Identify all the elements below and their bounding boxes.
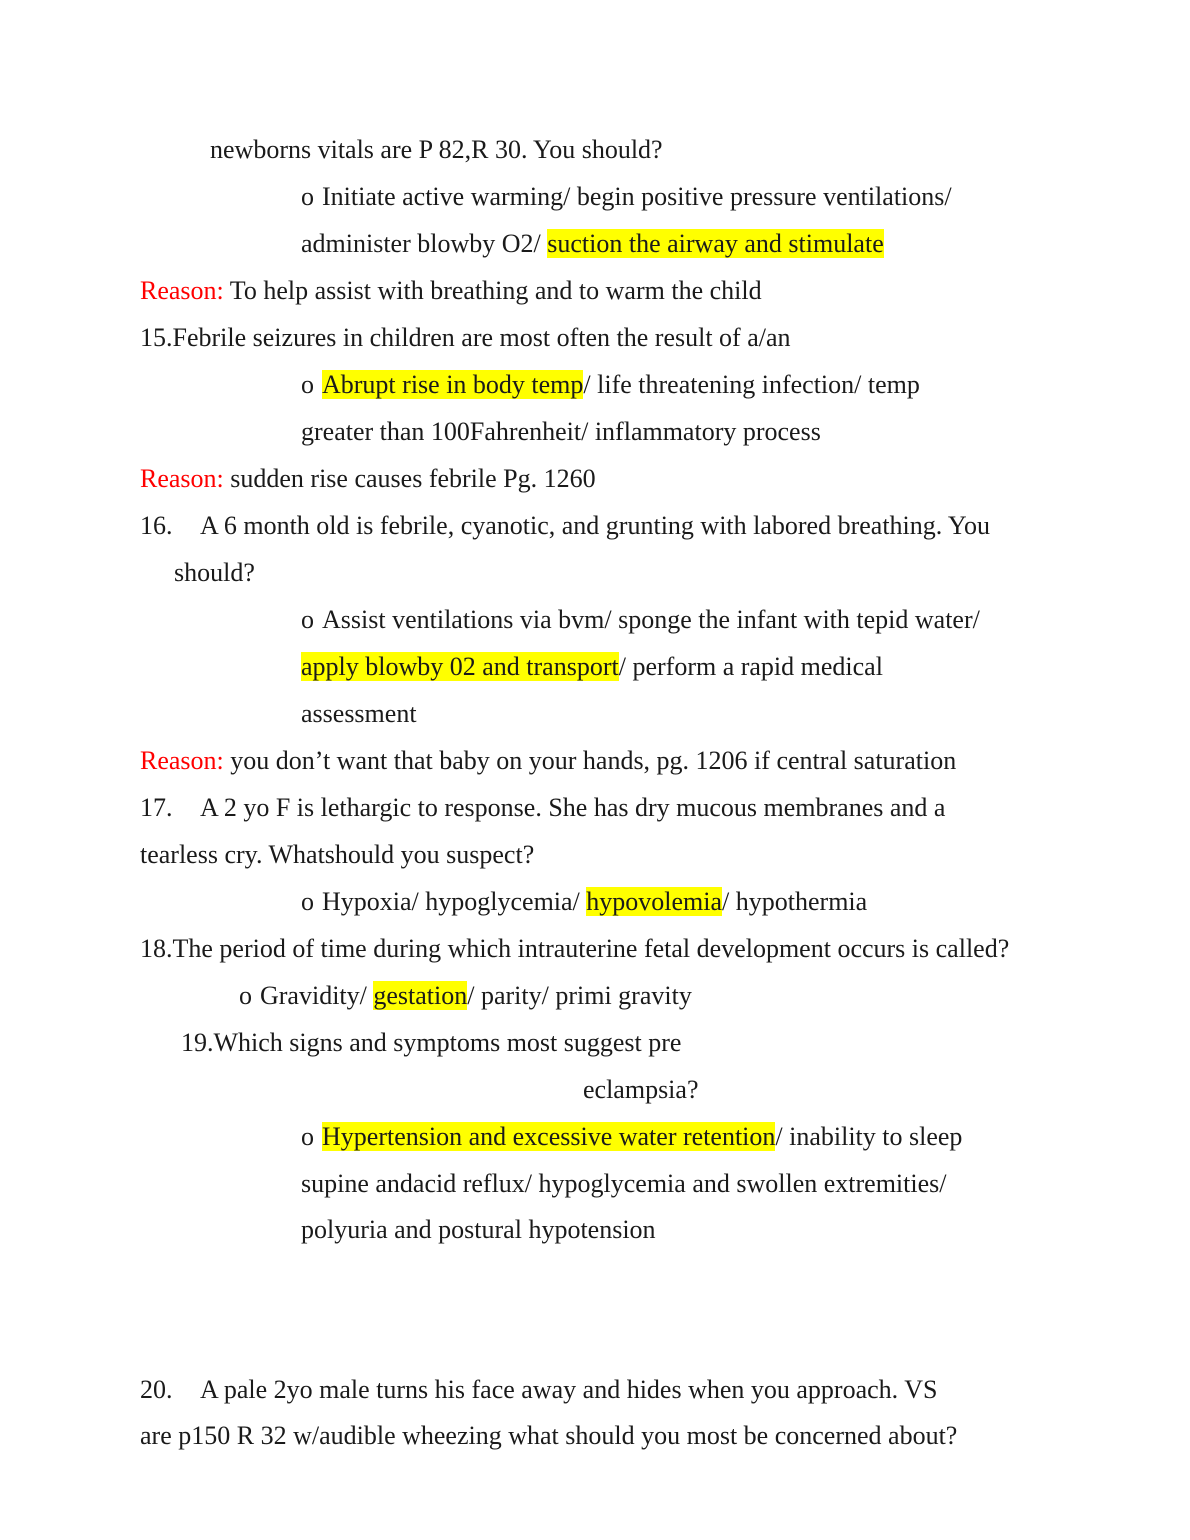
q16-options-line2 — [301, 652, 883, 682]
q18-option-text: Gravidity/ — [260, 981, 374, 1010]
q17-options — [301, 887, 867, 917]
q15-reason — [140, 464, 596, 494]
q19-stem-line2: eclampsia? — [583, 1075, 699, 1104]
q18-stem: 18.The period of time during which intrauterine fetal development occurs is called? — [140, 934, 1010, 963]
q14-options-line1 — [301, 182, 952, 212]
q17-correct-answer: hypovolemia — [586, 887, 723, 916]
reason-text: sudden rise causes febrile Pg. 1260 — [223, 464, 596, 493]
q17-option-text: Hypoxia/ hypoglycemia/ — [322, 887, 587, 916]
reason-label: Reason: — [140, 746, 224, 775]
q14-options-line2 — [301, 229, 884, 259]
q17-option-text: / hypothermia — [722, 887, 868, 916]
bullet-marker: o — [239, 981, 252, 1010]
bullet-marker: o — [301, 887, 314, 916]
bullet-marker: o — [301, 605, 314, 634]
q18-options — [239, 981, 692, 1011]
q14-stem-end: newborns vitals are P 82,R 30. You should? — [210, 135, 663, 164]
bullet-marker: o — [301, 1122, 314, 1151]
q14-option-text: Initiate active warming/ begin positive pressure ventilations/ — [322, 182, 952, 211]
q15-option-text: / life threatening infection/ temp — [583, 370, 920, 399]
q16-stem-line2: should? — [174, 558, 255, 587]
q18-correct-answer: gestation — [373, 981, 468, 1010]
q16-correct-answer: apply blowby 02 and transport — [301, 652, 619, 681]
q16-options-line3: assessment — [301, 699, 417, 728]
q19-options-line1 — [301, 1122, 962, 1152]
q16-option-text: / perform a rapid medical — [618, 652, 883, 681]
q17-stem-line2: tearless cry. Whatshould you suspect? — [140, 840, 535, 869]
q19-option-text: / inability to sleep — [775, 1122, 963, 1151]
q19-options-line3: polyuria and postural hypotension — [301, 1215, 656, 1244]
q16-number: 16. — [140, 511, 173, 540]
q17-stem-line1: A 2 yo F is lethargic to response. She has dry mucous membranes and a — [200, 793, 946, 822]
q19-options-line2: supine andacid reflux/ hypoglycemia and swollen extremities/ — [301, 1169, 947, 1198]
reason-label: Reason: — [140, 276, 224, 305]
q17-number: 17. — [140, 793, 173, 822]
q16-options-line1 — [301, 605, 980, 635]
q15-options-line2: greater than 100Fahrenheit/ inflammatory process — [301, 417, 821, 446]
q18-option-text: / parity/ primi gravity — [467, 981, 692, 1010]
q15-stem: 15.Febrile seizures in children are most often the result of a/an — [140, 323, 791, 352]
q20-stem-line1: A pale 2yo male turns his face away and hides when you approach. VS — [200, 1375, 938, 1404]
q20-stem-line2: are p150 R 32 w/audible wheezing what should you most be concerned about? — [140, 1421, 958, 1450]
reason-label: Reason: — [140, 464, 224, 493]
q14-reason — [140, 276, 762, 306]
bullet-marker: o — [301, 182, 314, 211]
q20-number: 20. — [140, 1375, 173, 1404]
q14-correct-answer: suction the airway and stimulate — [547, 229, 884, 258]
q16-reason — [140, 746, 956, 776]
q16-stem-line1: A 6 month old is febrile, cyanotic, and grunting with labored breathing. You — [200, 511, 990, 540]
q14-option-text: administer blowby O2/ — [301, 229, 548, 258]
bullet-marker: o — [301, 370, 314, 399]
reason-text: you don’t want that baby on your hands, pg. 1206 if central saturation — [223, 746, 957, 775]
reason-text: To help assist with breathing and to warm the child — [223, 276, 762, 305]
q19-stem-line1: 19.Which signs and symptoms most suggest pre — [181, 1028, 682, 1057]
q15-correct-answer: Abrupt rise in body temp — [322, 370, 584, 399]
q19-correct-answer: Hypertension and excessive water retention — [322, 1122, 776, 1151]
q15-options-line1 — [301, 370, 920, 400]
q16-option-text: Assist ventilations via bvm/ sponge the infant with tepid water/ — [322, 605, 980, 634]
